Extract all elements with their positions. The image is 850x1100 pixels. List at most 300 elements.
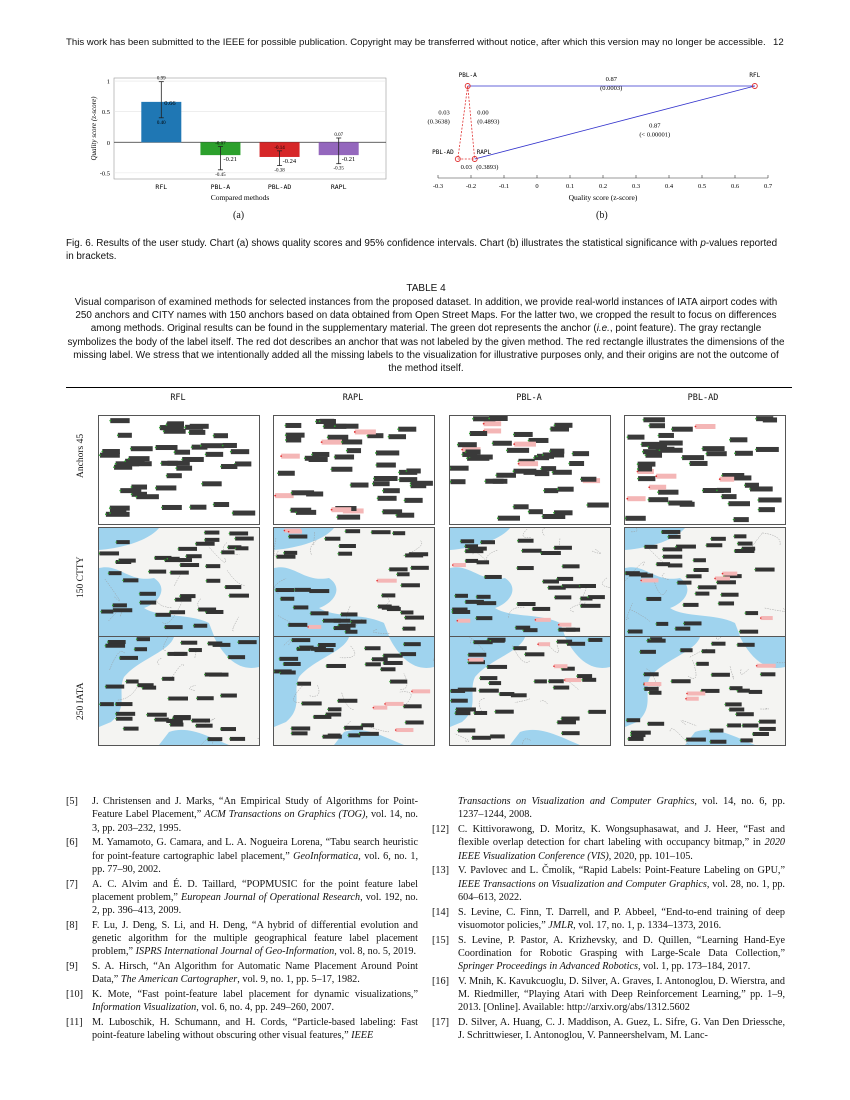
label-rect [176,466,192,471]
reference-venue: Springer Proceedings in Advanced Robotics [458,961,638,972]
reference-text-tail: , vol. 14, no. 6, pp. 1237–1244, 2008. [458,796,785,821]
label-rect [208,737,223,741]
label-rect [359,732,379,736]
label-rect [351,483,369,488]
anchor-dot [662,556,664,558]
anchor-dot [118,560,120,562]
anchor-dot [646,598,648,600]
label-rect [338,699,358,703]
anchor-dot [478,690,480,692]
figure-caption-text-end: -values reported in brackets. [66,238,778,263]
label-rect [325,537,340,541]
label-rect [401,583,420,587]
anchor-dot [322,620,324,622]
anchor-dot [319,420,321,422]
anchor-dot [643,673,645,675]
anchor-dot [455,709,457,711]
label-rect [628,629,643,633]
anchor-dot [397,428,399,430]
anchor-dot [737,644,739,646]
label-rect [755,568,774,572]
label-rect [328,435,349,440]
label-rect [136,494,159,499]
anchor-dot [744,484,746,486]
anchor-dot [338,545,340,547]
chart-b-sublabel: (b) [596,210,608,221]
anchor-dot [191,720,193,722]
anchor-dot [99,703,101,705]
anchor-dot [168,698,170,700]
anchor-dot [566,643,568,645]
label-rect [170,723,183,727]
label-rect [466,449,481,454]
anchor-dot [473,712,475,714]
anchor-dot [343,727,345,729]
anchor-dot [553,547,555,549]
anchor-dot [174,599,176,601]
label-rect [383,661,402,665]
anchor-dot [494,711,496,713]
missing-anchor-dot [760,617,762,619]
anchor-dot [524,654,526,656]
anchor-dot [105,645,107,647]
anchor-dot [279,658,281,660]
label-rect [717,580,736,584]
missing-anchor-dot [288,531,290,533]
anchor-dot [99,553,101,555]
missing-anchor-dot [321,441,323,443]
label-rect [573,451,589,456]
label-rect [166,423,184,428]
label-rect [645,545,658,549]
missing-anchor-dot [655,475,657,477]
anchor-dot [528,440,530,442]
label-rect [173,716,191,720]
missing-label-rect [468,658,483,662]
anchor-dot [465,451,467,453]
missing-label-rect [514,442,536,447]
label-rect [628,435,645,440]
reference-entry [66,960,418,987]
label-rect [397,572,410,576]
anchor-dot [755,449,757,451]
anchor-dot [648,499,650,501]
label-rect [695,592,709,596]
missing-anchor-dot [722,573,724,575]
anchor-dot [179,564,181,566]
label-rect [749,690,762,694]
label-rect [318,643,336,647]
anchor-dot [169,724,171,726]
label-rect [668,563,682,567]
anchor-dot [304,457,306,459]
label-rect [648,497,668,502]
label-rect [405,498,423,503]
anchor-dot [365,664,367,666]
anchor-dot [729,687,731,689]
label-rect [235,537,254,541]
label-rect [376,463,396,468]
reference-text [458,864,785,904]
anchor-dot [139,593,141,595]
label-rect [543,579,559,583]
label-rect [405,720,423,724]
missing-anchor-dot [331,509,333,511]
label-rect [135,647,147,651]
reference-text-tail: , vol. 1, pp. 173–184, 2017. [637,961,751,972]
label-rect [640,650,656,654]
label-rect [706,451,726,456]
reference-venue: Information Visualization [92,1002,197,1014]
anchor-dot [323,425,325,427]
table-col-header: RAPL [342,393,364,403]
anchor-dot [285,439,287,441]
reference-venue: ISPRS International Journal of Geo-Information [135,946,335,958]
label-rect [401,610,414,614]
anchor-dot [400,584,402,586]
label-rect [450,466,469,471]
label-rect [338,552,352,556]
reference-number: [14] [432,906,449,918]
missing-label-rect [396,728,414,732]
reference-text-plain: F. Lu, J. Deng, S. Li, and H. Deng, “A hybrid of differential evolution and genetic algorithm for the multiple geographical feature label placement problem,” [92,919,418,958]
anchor-dot [161,678,163,680]
label-rect [296,510,316,515]
anchor-dot [588,639,590,641]
anchor-dot [552,471,554,473]
ci-upper-label: 0.99 [156,76,166,82]
anchor-dot [728,503,730,505]
anchor-dot [484,576,486,578]
label-rect [120,488,141,493]
anchor-dot [326,665,328,667]
missing-anchor-dot [640,580,642,582]
label-rect [205,673,222,677]
reference-text-plain: S. Levine, P. Pastor, A. Krizhevsky, and D. Quillen, “Learning Hand-Eye Coordination for Robotic Grasping with Large-Scale Data Collection,” [458,934,785,959]
anchor-dot [396,573,398,575]
label-rect [649,691,661,695]
anchor-dot [655,623,657,625]
anchor-dot [141,687,143,689]
table-col-header: PBL-A [516,393,542,403]
anchor-dot [220,728,222,730]
label-rect [289,535,308,539]
label-rect [644,672,659,676]
anchor-dot [554,424,556,426]
anchor-dot [542,454,544,456]
anchor-dot [645,454,647,456]
anchor-dot [382,490,384,492]
label-rect [214,433,228,438]
label-rect [514,432,533,437]
chart-a-sublabel: (a) [233,210,245,221]
label-rect [192,719,210,723]
table-top-rule [66,387,792,388]
anchor-dot [647,723,649,725]
label-rect [625,571,639,575]
anchor-dot [716,581,718,583]
anchor-dot [213,435,215,437]
anchor-dot [710,538,712,540]
anchor-dot [317,644,319,646]
anchor-dot [204,539,206,541]
label-rect [228,655,245,659]
anchor-dot [580,478,582,480]
label-rect [288,623,307,627]
anchor-dot [205,565,207,567]
label-rect [668,535,680,539]
comparison-p-value: (0.0003) [600,85,623,92]
anchor-dot [460,540,462,542]
anchor-dot [315,421,317,423]
label-rect [276,588,295,592]
reference-number: [10] [66,989,83,1000]
label-rect [189,430,205,435]
anchor-dot [167,653,169,655]
anchor-dot [553,687,555,689]
reference-entry [66,836,418,876]
anchor-dot [721,475,723,477]
anchor-dot [516,603,518,605]
label-rect [277,555,296,559]
reference-text-tail: , vol. 9, no. 1, pp. 5–17, 1982. [237,974,360,986]
reference-text [92,919,418,959]
anchor-dot [675,628,677,630]
anchor-dot [695,593,697,595]
label-rect [170,610,185,614]
comparison-p-value: (0.3638) [427,118,450,126]
anchor-dot [101,451,103,453]
label-rect [487,665,507,669]
label-rect [544,488,558,493]
label-rect [557,577,573,581]
label-rect [323,619,341,623]
label-rect [721,593,738,597]
anchor-dot [627,738,629,740]
map-labeling-tile [273,636,435,746]
anchor-dot [330,468,332,470]
label-rect [451,479,466,484]
anchor-dot [295,511,297,513]
label-rect [468,653,486,657]
reference-number: [7] [66,878,78,890]
label-rect [554,546,572,550]
missing-anchor-dot [535,619,537,621]
anchor-dot [648,692,650,694]
anchor-dot [291,728,293,730]
anchor-dot [547,587,549,589]
label-rect [190,505,206,510]
anchor-dot [154,719,156,721]
label-rect [373,481,390,486]
label-rect [490,734,505,738]
anchor-dot [466,457,468,459]
value-label: -0.21 [341,156,356,164]
ci-upper-label: 0.07 [334,132,344,138]
label-rect [105,644,125,648]
label-rect [725,702,741,706]
y-tick-label: 0.5 [101,109,110,117]
anchor-dot [499,693,501,695]
anchor-dot [117,434,119,436]
anchor-dot [115,561,117,563]
reference-venue: ACM Transactions on Graphics (TOG) [204,809,366,821]
label-rect [658,433,673,438]
anchor-dot [382,655,384,657]
reference-text-plain: M. Yamamoto, G. Camara, and L. A. Nogueira Lorena, “Tabu search heuristic for point-feature cartographic label placement,” [92,837,418,862]
anchor-dot [113,466,115,468]
anchor-dot [627,436,629,438]
label-rect [468,547,486,551]
reference-number: [9] [66,961,78,972]
missing-label-rect [281,454,300,459]
anchor-dot [410,485,412,487]
label-rect [706,543,722,547]
label-rect [106,685,125,689]
anchor-dot [235,548,237,550]
label-rect [710,740,726,744]
anchor-dot [515,627,517,629]
x-tick-label: 0.1 [565,183,575,190]
y-tick-label: -0.5 [99,170,110,178]
label-rect [756,416,773,421]
label-rect [295,588,311,592]
label-rect [480,676,497,680]
label-rect [110,418,129,423]
label-rect [742,723,758,727]
figure-caption-italic: p [700,238,706,249]
anchor-dot [513,506,515,508]
anchor-dot [170,572,172,574]
label-rect [326,664,346,668]
label-rect [142,686,156,690]
label-rect [411,566,429,570]
label-rect [156,445,178,450]
anchor-dot [410,567,412,569]
anchor-dot [324,538,326,540]
reference-text-plain: J. Christensen and J. Marks, “An Empirical Study of Algorithms for Point-Feature Label Placement,” [92,796,418,821]
label-rect [686,574,701,578]
anchor-dot [568,463,570,465]
label-rect [719,601,734,605]
anchor-dot [333,627,335,629]
label-rect [727,723,741,727]
anchor-dot [336,516,338,518]
anchor-dot [721,496,723,498]
label-rect [485,479,503,484]
label-rect [197,696,214,700]
anchor-dot [716,489,718,491]
missing-anchor-dot [280,455,282,457]
reference-venue: IEEE [351,1030,374,1042]
chart-b-significance [422,68,792,208]
label-rect [206,564,220,568]
label-rect [126,680,139,684]
label-rect [165,625,183,629]
anchor-dot [644,546,646,548]
reference-text-plain: S. Levine, C. Finn, T. Darrell, and P. Abbeel, “End-to-end training of deep visuomotor policies,” [458,906,785,931]
label-rect [729,501,750,506]
x-tick-label: 0.3 [631,183,641,190]
anchor-dot [293,607,295,609]
label-rect [221,727,236,731]
label-rect [314,715,332,719]
anchor-dot [637,468,639,470]
label-rect [498,516,520,521]
label-rect [196,724,213,728]
page-number: 12 [773,37,784,48]
label-rect [164,429,186,434]
anchor-dot [398,479,400,481]
label-rect [554,686,570,690]
label-rect [181,641,197,645]
anchor-dot [528,511,530,513]
missing-anchor-dot [714,578,716,580]
anchor-dot [667,536,669,538]
reference-venue: Transactions on Visualization and Computer Graphics [458,796,695,807]
reference-number: [5] [66,796,78,807]
x-tick-label: 0.6 [730,183,740,190]
anchor-dot [377,606,379,608]
missing-anchor-dot [695,426,697,428]
anchor-dot [220,695,222,697]
anchor-dot [754,569,756,571]
reference-text [92,1016,418,1043]
x-tick-label: 0.5 [697,183,707,190]
anchor-dot [513,647,515,649]
anchor-dot [372,483,374,485]
label-rect [389,567,407,571]
label-rect [398,427,416,432]
label-rect [344,726,363,730]
anchor-dot [752,733,754,735]
anchor-dot [155,487,157,489]
label-rect [185,425,203,430]
missing-anchor-dot [461,449,463,451]
label-rect [737,643,754,647]
anchor-dot [557,722,559,724]
anchor-dot [404,555,406,557]
label-rect [206,579,220,583]
label-rect [550,449,564,454]
anchor-dot [457,444,459,446]
value-label: -0.24 [282,157,297,165]
anchor-dot [495,474,497,476]
missing-anchor-dot [376,580,378,582]
label-rect [294,605,309,609]
missing-anchor-dot [685,698,687,700]
figure-caption-text: Results of the user study. Chart (a) shows quality scores and 95% confidence intervals. Chart (b) illustrates the statistical significance with [93,238,701,249]
anchor-dot [657,491,659,493]
anchor-dot [404,499,406,501]
anchor-dot [341,441,343,443]
anchor-dot [685,739,687,741]
label-rect [230,737,245,741]
comparison-line [458,86,468,159]
anchor-dot [534,681,536,683]
label-rect [507,448,529,453]
label-rect [517,602,535,606]
reference-text-tail: , vol. 14, no. 3, pp. 203–232, 1995. [92,809,418,834]
missing-anchor-dot [643,683,645,685]
label-rect [671,679,690,683]
label-rect [365,662,380,666]
anchor-dot [454,712,456,714]
anchor-dot [467,661,469,663]
label-rect [100,453,120,458]
anchor-dot [484,480,486,482]
anchor-dot [327,709,329,711]
